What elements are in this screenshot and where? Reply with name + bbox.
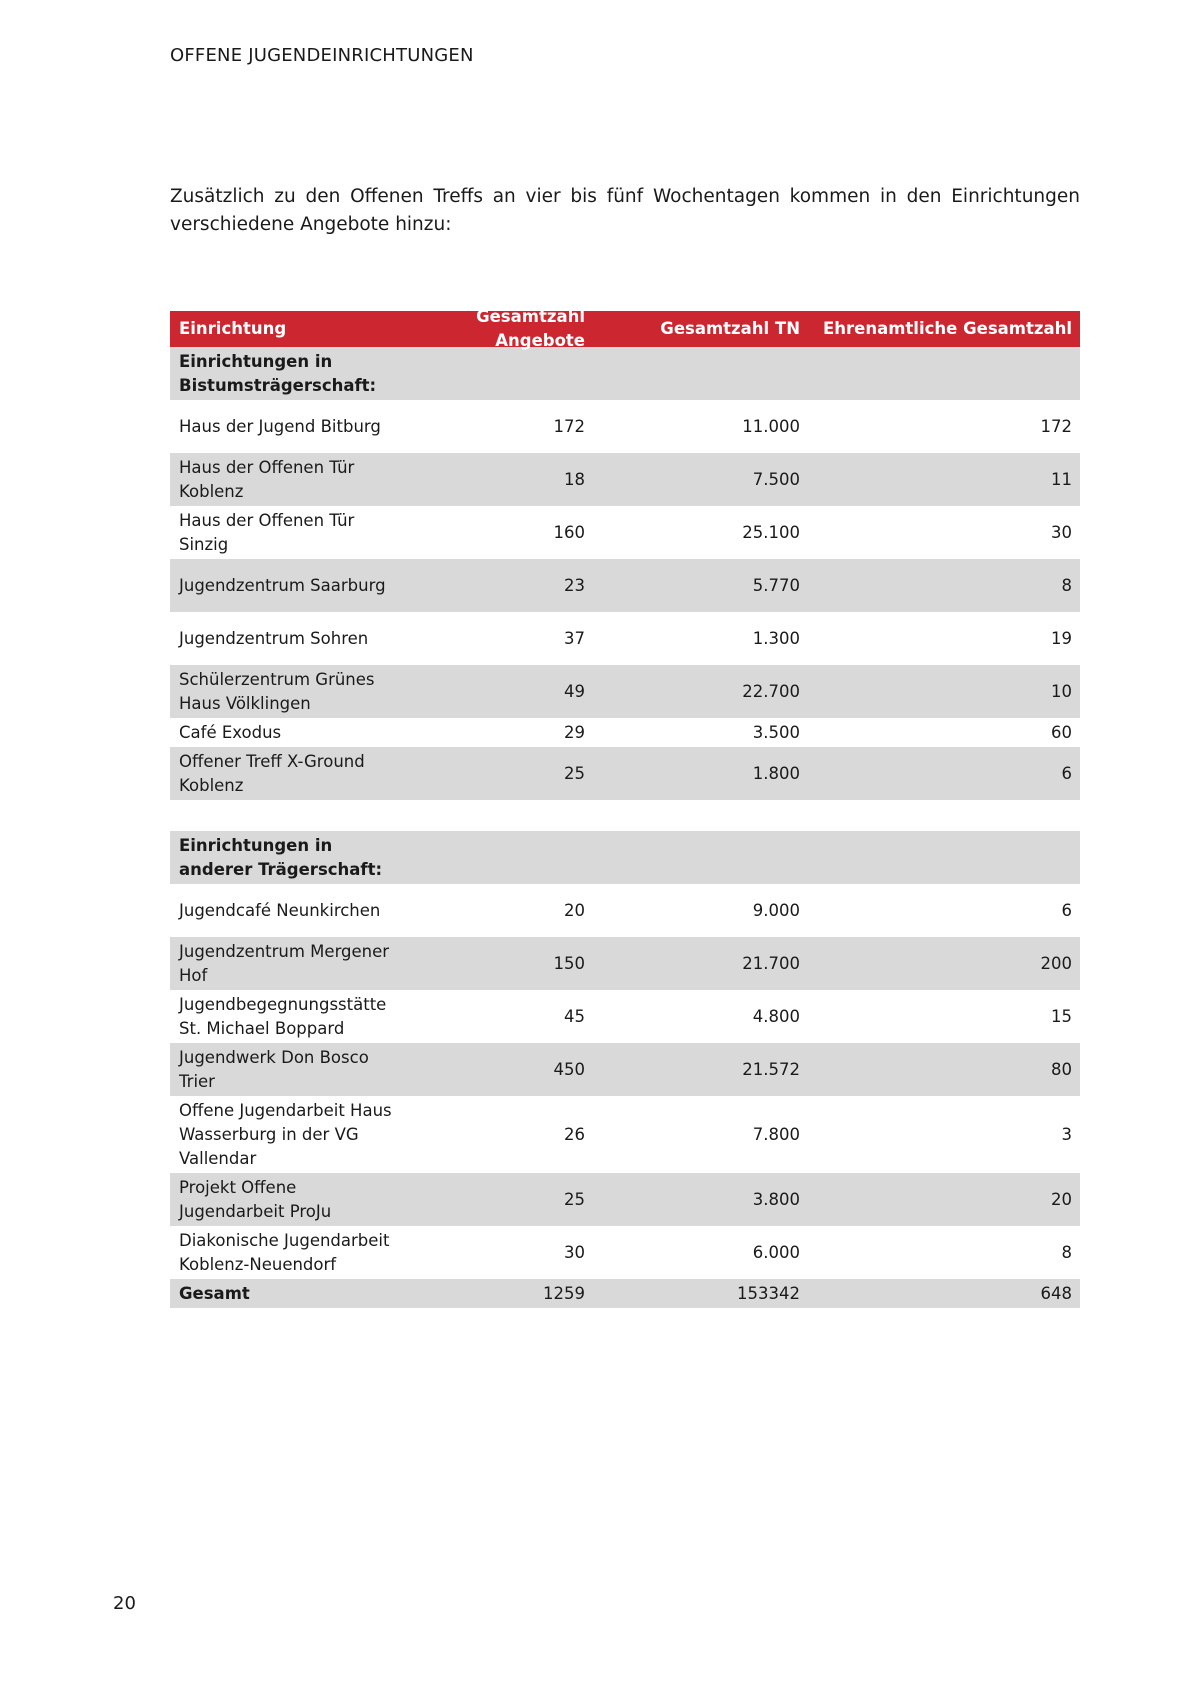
- cell-angebote: 30: [564, 1242, 585, 1262]
- total-row: [170, 1279, 1080, 1308]
- cell-angebote: 450: [553, 1059, 585, 1079]
- cell-tn: 3.800: [752, 1189, 800, 1209]
- table-row: [170, 1226, 1080, 1279]
- cell-name: Jugendzentrum Mergener Hof: [179, 941, 390, 985]
- cell-ehrenamtliche: 172: [1040, 416, 1072, 436]
- cell-tn: 25.100: [742, 522, 800, 542]
- cell-angebote: 26: [564, 1124, 585, 1144]
- cell-angebote: 29: [564, 722, 585, 742]
- cell-tn: 1.300: [752, 628, 800, 648]
- cell-ehrenamtliche: 6: [1061, 763, 1072, 783]
- cell-tn: 11.000: [742, 416, 800, 436]
- cell-name: Jugendwerk Don Bosco Trier: [179, 1047, 369, 1091]
- table-row: [170, 884, 1080, 937]
- total-tn: 153342: [737, 1283, 800, 1303]
- cell-ehrenamtliche: 200: [1040, 953, 1072, 973]
- table-row: [170, 665, 1080, 718]
- cell-ehrenamtliche: 3: [1061, 1124, 1072, 1144]
- cell-angebote: 20: [564, 900, 585, 920]
- cell-name: Haus der Offenen Tür Koblenz: [179, 457, 355, 501]
- col-header-tn: Gesamtzahl TN: [660, 319, 800, 338]
- cell-ehrenamtliche: 10: [1051, 681, 1072, 701]
- running-header: OFFENE JUGENDEINRICHTUNGEN: [170, 45, 474, 66]
- cell-tn: 4.800: [752, 1006, 800, 1026]
- cell-tn: 1.800: [752, 763, 800, 783]
- cell-tn: 5.770: [752, 575, 800, 595]
- cell-tn: 3.500: [752, 722, 800, 742]
- cell-name: Jugendzentrum Sohren: [179, 628, 369, 648]
- table-row: [170, 1173, 1080, 1226]
- col-header-einrichtung: Einrichtung: [179, 319, 287, 338]
- offers-table: [170, 307, 1080, 1308]
- cell-name: Projekt Offene Jugendarbeit ProJu: [179, 1177, 332, 1221]
- cell-name: Café Exodus: [179, 722, 282, 742]
- total-label: Gesamt: [179, 1283, 250, 1303]
- cell-tn: 21.700: [742, 953, 800, 973]
- cell-angebote: 49: [564, 681, 585, 701]
- section-title: Einrichtungen in anderer Trägerschaft:: [179, 835, 383, 879]
- cell-name: Jugendbegegnungsstätte St. Michael Boppard: [179, 994, 387, 1038]
- section-spacer: [170, 800, 1080, 831]
- table-row: [170, 612, 1080, 665]
- cell-ehrenamtliche: 30: [1051, 522, 1072, 542]
- cell-name: Haus der Jugend Bitburg: [179, 416, 381, 436]
- cell-ehrenamtliche: 6: [1061, 900, 1072, 920]
- cell-tn: 21.572: [742, 1059, 800, 1079]
- cell-ehrenamtliche: 20: [1051, 1189, 1072, 1209]
- table-row: [170, 400, 1080, 453]
- table-row: [170, 1096, 1080, 1173]
- cell-name: Offener Treff X-Ground Koblenz: [179, 751, 365, 795]
- cell-angebote: 37: [564, 628, 585, 648]
- cell-ehrenamtliche: 15: [1051, 1006, 1072, 1026]
- section-title: Einrichtungen in Bistumsträgerschaft:: [179, 351, 377, 395]
- cell-tn: 7.500: [752, 469, 800, 489]
- cell-ehrenamtliche: 19: [1051, 628, 1072, 648]
- cell-angebote: 172: [553, 416, 585, 436]
- cell-name: Diakonische Jugendarbeit Koblenz-Neuendorf: [179, 1230, 390, 1274]
- table-row: [170, 1043, 1080, 1096]
- table-row: [170, 937, 1080, 990]
- cell-ehrenamtliche: 60: [1051, 722, 1072, 742]
- page-number: 20: [113, 1593, 136, 1614]
- cell-ehrenamtliche: 8: [1061, 1242, 1072, 1262]
- cell-angebote: 150: [553, 953, 585, 973]
- total-angebote: 1259: [543, 1283, 585, 1303]
- table-row: [170, 747, 1080, 800]
- cell-angebote: 45: [564, 1006, 585, 1026]
- cell-tn: 22.700: [742, 681, 800, 701]
- cell-name: Jugendcafé Neunkirchen: [179, 900, 381, 920]
- col-header-ehrenamtliche: Ehrenamtliche Gesamtzahl: [823, 319, 1072, 338]
- cell-name: Haus der Offenen Tür Sinzig: [179, 510, 355, 554]
- cell-angebote: 160: [553, 522, 585, 542]
- cell-tn: 9.000: [752, 900, 800, 920]
- table-header-row: [170, 307, 1080, 350]
- cell-angebote: 23: [564, 575, 585, 595]
- section-header-row: [170, 347, 1080, 400]
- cell-ehrenamtliche: 11: [1051, 469, 1072, 489]
- cell-ehrenamtliche: 8: [1061, 575, 1072, 595]
- col-header-angebote: Gesamtzahl Angebote: [476, 307, 585, 350]
- table-row: [170, 990, 1080, 1043]
- table-row: [170, 718, 1080, 747]
- table-row: [170, 559, 1080, 612]
- cell-angebote: 25: [564, 763, 585, 783]
- cell-angebote: 18: [564, 469, 585, 489]
- table-row: [170, 453, 1080, 506]
- cell-name: Jugendzentrum Saarburg: [179, 575, 386, 595]
- cell-tn: 7.800: [752, 1124, 800, 1144]
- table-row: [170, 506, 1080, 559]
- intro-paragraph: Zusätzlich zu den Offenen Treffs an vier bis fünf Wochentagen kommen in den Einrichtungen verschiedene Angebote hinzu:: [170, 186, 1080, 235]
- cell-name: Schülerzentrum Grünes Haus Völklingen: [179, 669, 375, 713]
- total-ehrenamtliche: 648: [1040, 1283, 1072, 1303]
- cell-name: Offene Jugendarbeit Haus Wasserburg in der VG Vallendar: [179, 1100, 392, 1168]
- cell-angebote: 25: [564, 1189, 585, 1209]
- cell-tn: 6.000: [752, 1242, 800, 1262]
- cell-ehrenamtliche: 80: [1051, 1059, 1072, 1079]
- section-header-row: [170, 831, 1080, 884]
